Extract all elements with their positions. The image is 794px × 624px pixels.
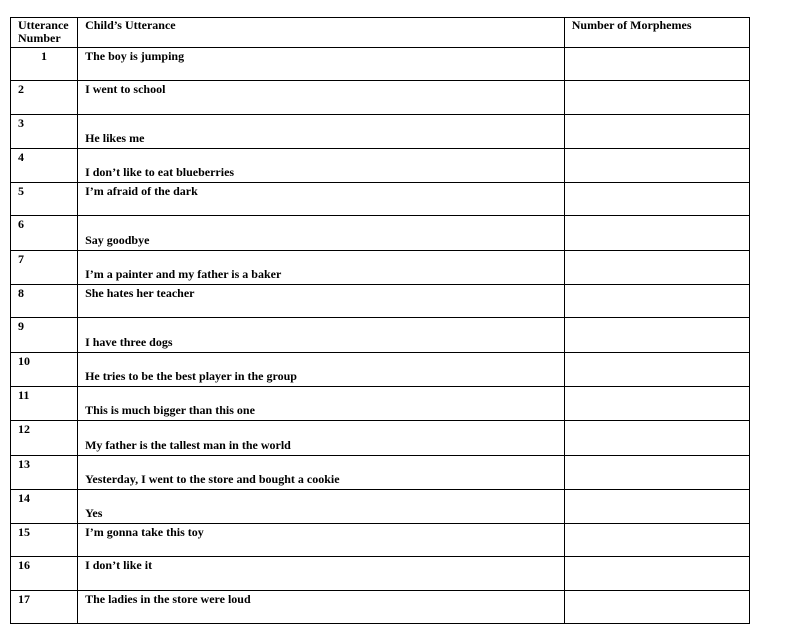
morpheme-count-cell[interactable]	[564, 489, 749, 523]
utterance-text-cell: I’m afraid of the dark	[78, 183, 565, 216]
utterance-number-cell: 14	[11, 489, 78, 523]
utterance-text-cell: I went to school	[78, 81, 565, 114]
table-row	[11, 590, 750, 623]
utterance-number-cell: 8	[11, 285, 78, 318]
utterance-number-cell: 7	[11, 250, 78, 284]
utterance-text-cell: He likes me	[78, 114, 565, 148]
morpheme-count-cell[interactable]	[564, 386, 749, 420]
table-row	[11, 352, 750, 386]
table-row	[11, 250, 750, 284]
morpheme-count-cell[interactable]	[564, 114, 749, 148]
utterance-number-cell: 12	[11, 421, 78, 455]
table-row	[11, 285, 750, 318]
morpheme-count-cell[interactable]	[564, 318, 749, 352]
morpheme-count-cell[interactable]	[564, 421, 749, 455]
utterance-number-cell: 16	[11, 557, 78, 590]
utterance-text-cell: The ladies in the store were loud	[78, 590, 565, 623]
utterance-text-cell: I’m gonna take this toy	[78, 524, 565, 557]
utterance-number-cell: 10	[11, 352, 78, 386]
utterance-text-cell: She hates her teacher	[78, 285, 565, 318]
utterance-text-cell: I’m a painter and my father is a baker	[78, 250, 565, 284]
utterance-text-cell: This is much bigger than this one	[78, 386, 565, 420]
utterance-number-cell: 6	[11, 216, 78, 250]
utterance-number-cell: 5	[11, 183, 78, 216]
morpheme-count-cell[interactable]	[564, 455, 749, 489]
table-row	[11, 557, 750, 590]
utterance-number-cell: 2	[11, 81, 78, 114]
utterance-text-cell: The boy is jumping	[78, 48, 565, 81]
table-row	[11, 455, 750, 489]
morpheme-count-cell[interactable]	[564, 250, 749, 284]
table-row	[11, 318, 750, 352]
header-childs-utterance: Child’s Utterance	[78, 18, 565, 48]
morpheme-count-cell[interactable]	[564, 285, 749, 318]
table-row	[11, 183, 750, 216]
table-row	[11, 114, 750, 148]
morpheme-count-cell[interactable]	[564, 48, 749, 81]
table-row	[11, 48, 750, 81]
utterance-number-cell: 17	[11, 590, 78, 623]
morpheme-count-cell[interactable]	[564, 557, 749, 590]
table-row	[11, 81, 750, 114]
morpheme-count-cell[interactable]	[564, 81, 749, 114]
table-row	[11, 386, 750, 420]
utterance-text-cell: Yesterday, I went to the store and bought a cookie	[78, 455, 565, 489]
morpheme-count-cell[interactable]	[564, 183, 749, 216]
utterance-number-cell: 3	[11, 114, 78, 148]
table-row	[11, 421, 750, 455]
table-row	[11, 216, 750, 250]
table-row	[11, 489, 750, 523]
utterance-number-cell: 4	[11, 148, 78, 182]
morpheme-table	[10, 17, 750, 624]
utterance-number-cell: 13	[11, 455, 78, 489]
table-row	[11, 524, 750, 557]
morpheme-count-cell[interactable]	[564, 590, 749, 623]
table-header-row	[11, 18, 750, 48]
header-number-of-morphemes: Number of Morphemes	[564, 18, 749, 48]
utterance-text-cell: Say goodbye	[78, 216, 565, 250]
utterance-text-cell: He tries to be the best player in the group	[78, 352, 565, 386]
morpheme-count-cell[interactable]	[564, 148, 749, 182]
utterance-number-cell: 15	[11, 524, 78, 557]
utterance-number-cell: 11	[11, 386, 78, 420]
morpheme-count-cell[interactable]	[564, 524, 749, 557]
utterance-text-cell: My father is the tallest man in the world	[78, 421, 565, 455]
table-row	[11, 148, 750, 182]
utterance-text-cell: I have three dogs	[78, 318, 565, 352]
morpheme-count-cell[interactable]	[564, 352, 749, 386]
utterance-text-cell: Yes	[78, 489, 565, 523]
utterance-number-cell: 9	[11, 318, 78, 352]
utterance-number-cell: 1	[11, 48, 78, 81]
morpheme-count-cell[interactable]	[564, 216, 749, 250]
utterance-text-cell: I don’t like to eat blueberries	[78, 148, 565, 182]
utterance-text-cell: I don’t like it	[78, 557, 565, 590]
header-utterance-number: Utterance Number	[11, 18, 78, 48]
